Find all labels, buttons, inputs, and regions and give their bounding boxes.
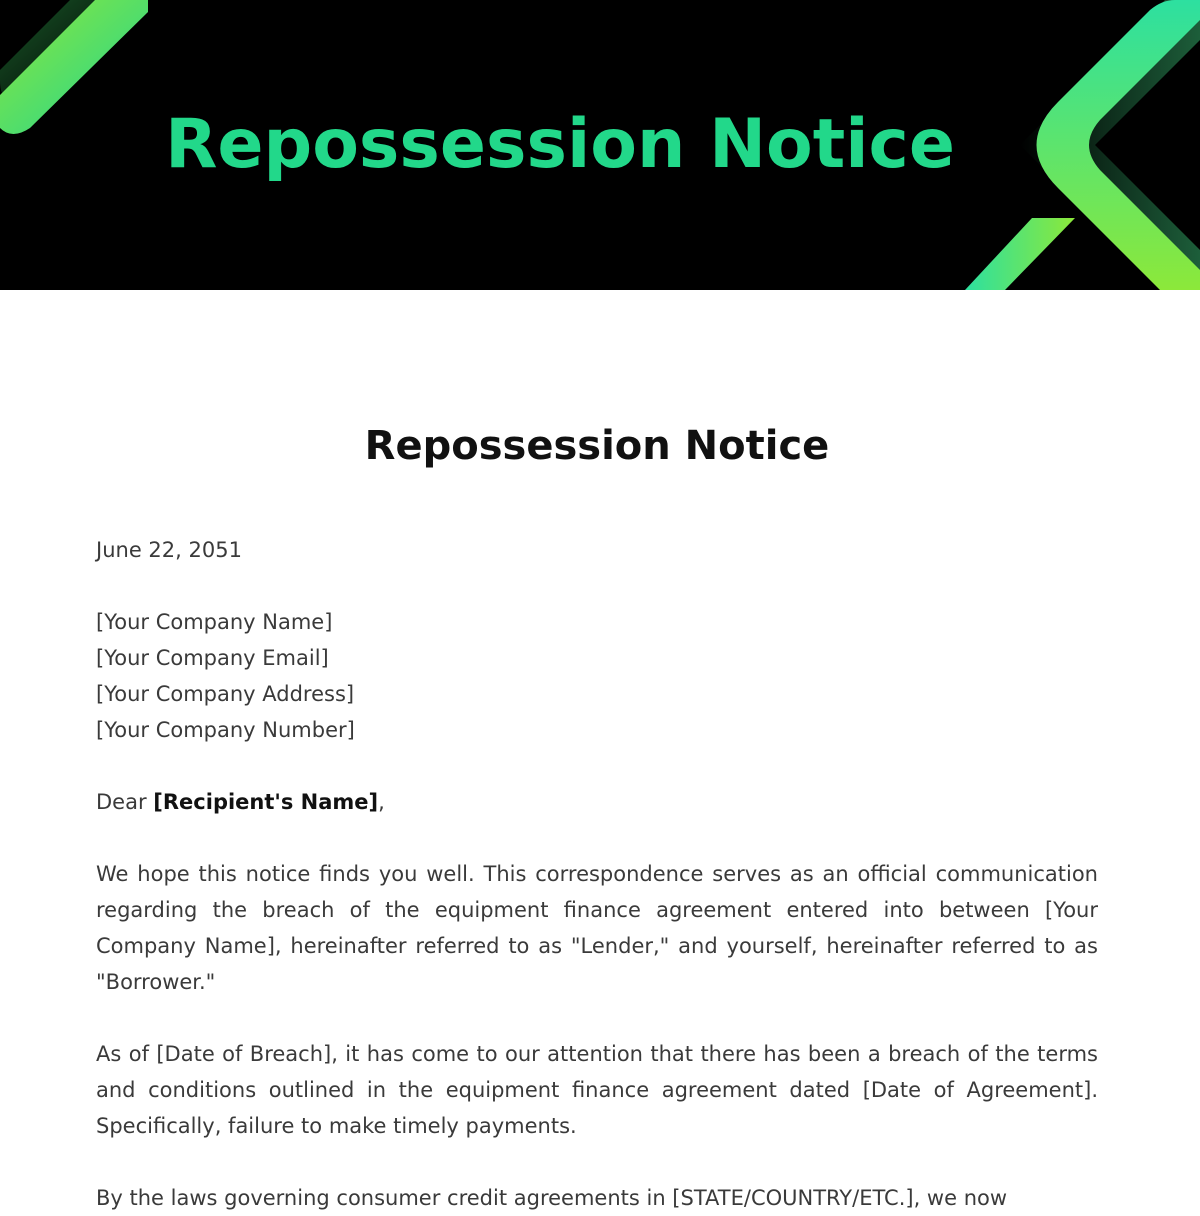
company-email: [Your Company Email] bbox=[96, 640, 1098, 676]
paragraph-breach: As of [Date of Breach], it has come to our attention that there has been a breach of the terms and conditions outlined in the equipment finance agreement dated [Date of Agreement]. Specifically, failure to make timely payments. bbox=[96, 1036, 1098, 1144]
recipient-name: [Recipient's Name] bbox=[153, 790, 378, 814]
salutation-greeting: Dear bbox=[96, 790, 153, 814]
company-address: [Your Company Address] bbox=[96, 676, 1098, 712]
letter-date: June 22, 2051 bbox=[96, 532, 1098, 568]
salutation-punct: , bbox=[378, 790, 385, 814]
salutation bbox=[96, 784, 1098, 820]
document-title: Repossession Notice bbox=[96, 418, 1098, 474]
paragraph-laws: By the laws governing consumer credit agreements in [STATE/COUNTRY/ETC.], we now bbox=[96, 1180, 1098, 1216]
header-banner bbox=[0, 0, 1200, 290]
paragraph-intro: We hope this notice finds you well. This correspondence serves as an official communication regarding the breach of the equipment finance agreement entered into between [Your Company Name], hereinafter referred to as "Lender," and yourself, hereinafter referred to as "Borrower." bbox=[96, 856, 1098, 1000]
banner-title: Repossession Notice bbox=[0, 100, 1120, 190]
company-block bbox=[96, 604, 1098, 748]
bottom-stripe-shape bbox=[965, 218, 1075, 290]
company-name: [Your Company Name] bbox=[96, 604, 1098, 640]
company-number: [Your Company Number] bbox=[96, 712, 1098, 748]
